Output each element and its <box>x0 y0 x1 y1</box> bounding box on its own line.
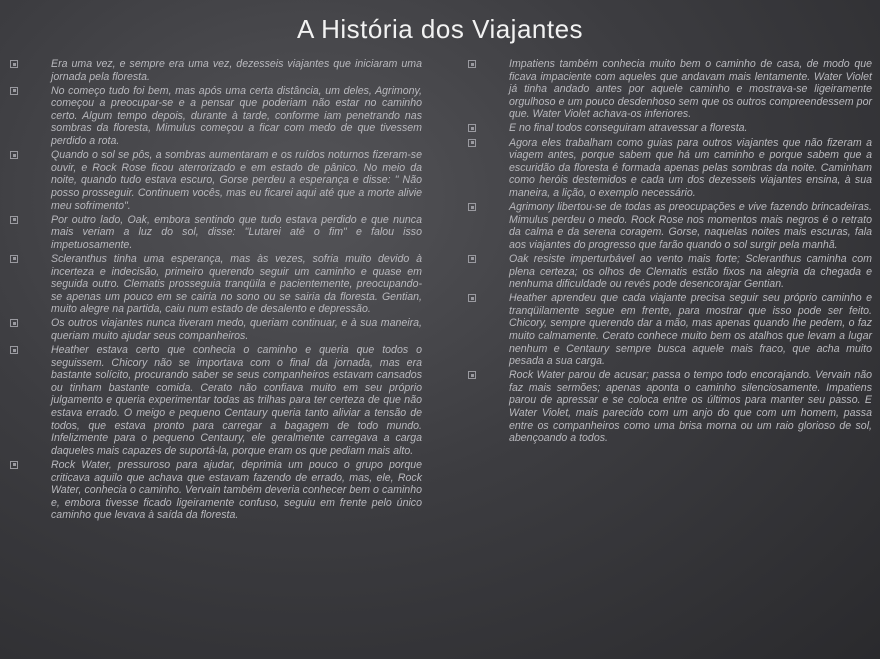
right-column <box>468 58 872 446</box>
paragraph-text: Impatiens também conhecia muito bem o caminho de casa, de modo que ficava impaciente com aqueles que andavam mais lentamente. Water Violet já tinha andado antes por aquele caminho e mostrava-se ligeiramente orgulhoso e um pouco desdenhoso sem que os outros compreendessem por que. Water Violet achava-os inferiores. <box>509 58 872 121</box>
square-bullet-icon <box>468 371 476 379</box>
list-item <box>468 369 872 445</box>
list-item <box>10 214 422 252</box>
square-bullet-icon <box>468 203 476 211</box>
left-column <box>10 58 422 523</box>
square-bullet-icon <box>10 255 18 263</box>
paragraph-text: Scleranthus tinha uma esperança, mas às vezes, sofria muito devido à incerteza e indecisão, primeiro querendo seguir um caminho e quase em seguida outro. Clematis prosseguia tranqüila e pacientemente, preocupando-se apenas um pouco em se cairia no sono ou se sairia da floresta. Gentian, muito alegre na partida, caiu num estado de desalento e depressão. <box>51 252 422 316</box>
paragraph-text: Quando o sol se pôs, a sombras aumentaram e os ruídos noturnos fizeram-se ouvir, e Rock Rose ficou aterrorizado e em estado de pânico. No meio da noite, quando tudo estava escuro, Gorse perdeu a esperança e disse: " Não posso prosseguir. Continuem vocês, mas eu ficarei aqui até que a morte alivie meu sofrimento". <box>51 149 422 212</box>
paragraph-text: Oak resiste imperturbável ao vento mais forte; Scleranthus caminha com plena certeza; os olhos de Clematis estão fixos na alegria da chegada e nenhuma dificuldade ou revés pode desencorajar Gentian. <box>509 252 872 291</box>
square-bullet-icon <box>10 319 18 327</box>
paragraph-text: Rock Water parou de acusar; passa o tempo todo encorajando. Vervain não faz mais sermões; apenas aponta o caminho silenciosamente. Impatiens parou de apressar e se coloca entre os últimos para manter seu passo. E Water Violet, mais parecido com um anjo do que com um homem, passa entre os companheiros como uma brisa morna ou um raio glorioso de sol, abençoando a todos. <box>509 369 872 445</box>
square-bullet-icon <box>10 151 18 159</box>
paragraph-text: Era uma vez, e sempre era uma vez, dezesseis viajantes que iniciaram uma jornada pela floresta. <box>51 58 422 83</box>
list-item <box>10 58 422 83</box>
list-item <box>468 137 872 200</box>
square-bullet-icon <box>10 87 18 95</box>
list-item <box>468 122 872 135</box>
square-bullet-icon <box>468 255 476 263</box>
list-item <box>468 292 872 368</box>
slide-title: A História dos Viajantes <box>296 14 584 44</box>
square-bullet-icon <box>468 294 476 302</box>
list-item <box>10 459 422 522</box>
paragraph-text: Rock Water, pressuroso para ajudar, deprimia um pouco o grupo porque criticava aquilo que achava que estavam fazendo de errado, mas, ele, Rock Water, conhecia o caminho. Vervain também deveria conhecer bem o caminho e, embora tivesse ficado ligeiramente confuso, seguiu em frente pelo único caminho que levava à saída da floresta. <box>51 458 422 522</box>
paragraph-text: Por outro lado, Oak, embora sentindo que tudo estava perdido e que nunca mais veriam a luz do sol, disse: "Lutarei até o fim" e falou isso impetuosamente. <box>51 213 422 251</box>
paragraph-text: E no final todos conseguiram atravessar a floresta. <box>509 122 748 135</box>
list-item <box>468 201 872 251</box>
list-item <box>10 149 422 212</box>
list-item <box>10 317 422 342</box>
list-item <box>10 85 422 148</box>
square-bullet-icon <box>468 139 476 147</box>
paragraph-text: Os outros viajantes nunca tiveram medo, queriam continuar, e à sua maneira, queriam muito ajudar seus companheiros. <box>51 317 422 342</box>
square-bullet-icon <box>10 60 18 68</box>
list-item <box>468 253 872 291</box>
square-bullet-icon <box>468 60 476 68</box>
paragraph-text: Heather aprendeu que cada viajante precisa seguir seu próprio caminho e tranqüilamente segue em frente, para mostrar que isso pode ser feito. Chicory, sempre querendo dar a mão, mas apenas quando lhe pedem, o faz muito calmamente. Cerato conhece muito bem os atalhos que levam a lugar nenhum e Centaury sempre busca aquele mais fraco, que acha muito pesada a sua carga. <box>509 292 872 368</box>
square-bullet-icon <box>10 216 18 224</box>
paragraph-text: Agora eles trabalham como guias para outros viajantes que não fizeram a viagem antes, porque sabem que há um caminho e porque sabem que a escuridão da floresta é formada apenas pelas sombras da noite. Caminham como heróis destemidos e cada um dos dezesseis viajantes ensina, à sua maneira, a lição, o exemplo necessário. <box>509 136 872 199</box>
paragraph-text: Heather estava certo que conhecia o caminho e queria que todos o seguissem. Chicory não se importava com o final da jornada, mas era bastante solícito, procurando saber se seus companheiros estavam cansados ou tinham bastante comida. Cerato não confiava muito em seu próprio julgamento e queria experimentar todas as trilhas para ter certeza de que não estava errado. O meigo e pequeno Centaury queria tanto aliviar a tensão de todos, que estava pronto para carregar a bagagem de todo mundo. Infelizmente para o pequeno Centaury, ele geralmente carregava a carga daqueles mais capazes de suportá-la, porque eram os que pediam mais alto. <box>51 344 422 457</box>
list-item <box>468 58 872 121</box>
square-bullet-icon <box>10 346 18 354</box>
paragraph-text: No começo tudo foi bem, mas após uma certa distância, um deles, Agrimony, começou a preocupar-se e a pensar que poderiam não estar no caminho certo. Algum tempo depois, durante à tarde, conforme iam penetrando nas sombras da floresta, Mimulus começou a ficar com medo de que tivessem perdido a rota. <box>51 84 422 148</box>
list-item <box>10 253 422 316</box>
paragraph-text: Agrimony libertou-se de todas as preocupações e vive fazendo brincadeiras. Mimulus perdeu o medo. Rock Rose nos momentos mais negros é o retrato da calma e da serena coragem. Gorse, naquelas noites mais escuras, fala aos viajantes do progresso que farão quando o sol surgir pela manhã. <box>509 201 872 251</box>
square-bullet-icon <box>10 461 18 469</box>
square-bullet-icon <box>468 124 476 132</box>
list-item <box>10 344 422 457</box>
